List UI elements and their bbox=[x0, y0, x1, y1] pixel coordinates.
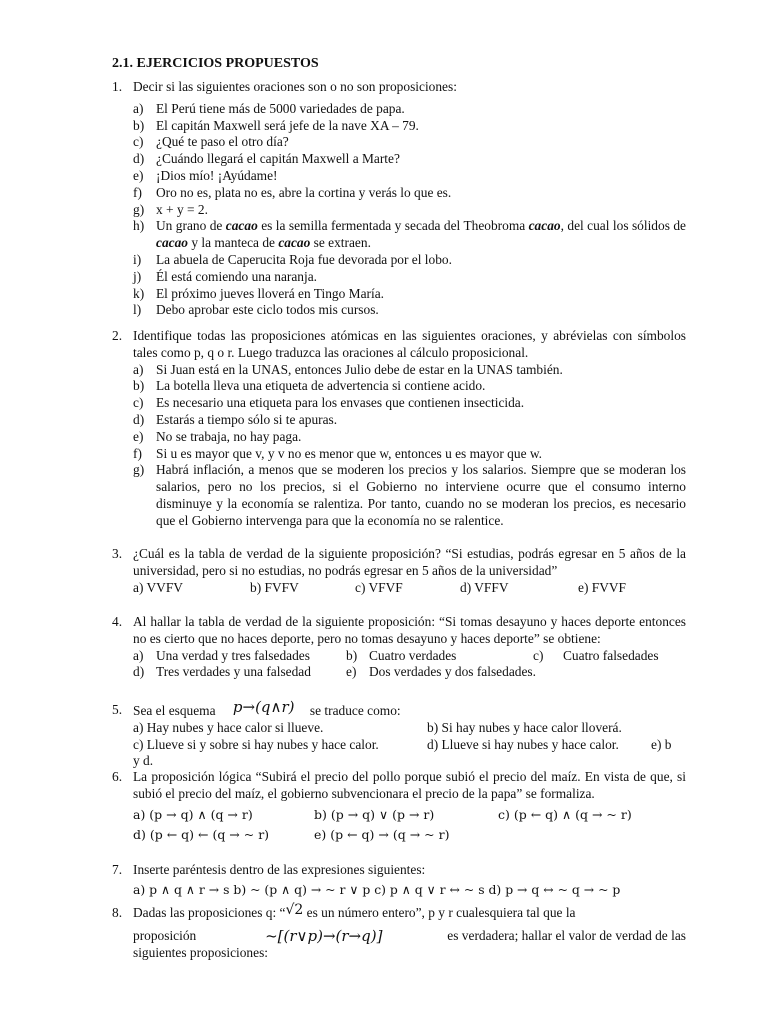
text-after: se traduce como: bbox=[309, 703, 401, 718]
exercise-number: 4. bbox=[112, 614, 123, 629]
item-text: Estarás a tiempo sólo si te apuras. bbox=[156, 411, 338, 427]
list-item bbox=[133, 252, 686, 269]
option-a: a) VVFV bbox=[133, 579, 183, 595]
text-after: es un número entero”, p y r cualesquiera tal que la bbox=[303, 905, 576, 920]
exercise-2 bbox=[112, 328, 686, 530]
exercise-number: 2. bbox=[112, 328, 123, 343]
option-text: Tres verdades y una falsedad bbox=[156, 664, 311, 680]
item-text: es la semilla fermentada y secada del Theobroma bbox=[257, 218, 529, 234]
text-after: es verdadera; hallar el valor de verdad de las bbox=[447, 927, 686, 943]
list-item bbox=[133, 151, 686, 168]
option-d: d) VFFV bbox=[460, 579, 509, 595]
formula: p→(q∧r) bbox=[232, 698, 295, 716]
exercise-text-line-2 bbox=[133, 928, 686, 945]
answer-options-row-1 bbox=[133, 807, 686, 824]
list-item bbox=[133, 446, 686, 463]
item-text: Debo aprobar este ciclo todos mis cursos. bbox=[156, 302, 379, 318]
item-emphasis: cacao bbox=[528, 218, 561, 234]
item-letter: h) bbox=[133, 218, 145, 234]
item-letter: f) bbox=[133, 184, 142, 200]
item-text: se extraen. bbox=[310, 235, 371, 251]
exercise-text: Al hallar la tabla de verdad de la siguiente proposición: “Si tomas desayuno y haces deporte entonces no es cierto que no haces deporte, pero no tomas desayuno y haces deporte” se obtiene: bbox=[133, 614, 686, 646]
option-text: Dos verdades y dos falsedades. bbox=[369, 664, 536, 680]
list-item bbox=[133, 412, 686, 429]
item-text: No se trabaja, no hay paga. bbox=[156, 428, 302, 444]
exercise-text: Identifique todas las proposiciones atómicas en las siguientes oraciones, y abrévielas con símbolos tales como p, q o r. Luego traduzca las oraciones al cálculo proposicional. bbox=[133, 328, 686, 360]
exercise-6 bbox=[112, 769, 686, 844]
option-text: Cuatro falsedades bbox=[563, 647, 659, 663]
item-letter: a) bbox=[133, 361, 144, 377]
list-item bbox=[133, 185, 686, 202]
item-text: La abuela de Caperucita Roja fue devorada por el lobo. bbox=[156, 251, 452, 267]
item-letter: e) bbox=[133, 167, 144, 183]
item-letter: b) bbox=[133, 117, 145, 133]
option-letter: b) bbox=[346, 647, 358, 663]
exercise-7 bbox=[112, 862, 686, 899]
item-text: Él está comiendo una naranja. bbox=[156, 268, 317, 284]
answer-options-row-2 bbox=[133, 827, 686, 844]
item-text: Oro no es, plata no es, abre la cortina y verás lo que es. bbox=[156, 184, 452, 200]
sqrt-formula: √2 bbox=[285, 902, 304, 918]
answer-options bbox=[133, 580, 686, 597]
exercise-5 bbox=[112, 698, 686, 770]
item-letter: c) bbox=[133, 134, 144, 150]
item-letter: d) bbox=[133, 411, 145, 427]
item-text: El Perú tiene más de 5000 variedades de papa. bbox=[156, 100, 405, 116]
item-letter: d) bbox=[133, 151, 145, 167]
list-item bbox=[133, 101, 686, 118]
item-text: x + y = 2. bbox=[156, 201, 208, 217]
exercise-number: 8. bbox=[112, 905, 123, 920]
option-list bbox=[133, 362, 686, 530]
exercise-8 bbox=[112, 902, 686, 961]
option-letter: a) bbox=[133, 647, 144, 663]
item-letter: e) bbox=[133, 428, 144, 444]
option-a: a) Hay nubes y hace calor si llueve. bbox=[133, 719, 324, 735]
exercise-text-line-1 bbox=[133, 902, 686, 922]
list-item bbox=[133, 362, 686, 379]
list-item bbox=[133, 202, 686, 219]
option-c: c) Llueve si y sobre si hay nubes y hace calor. bbox=[133, 736, 379, 752]
option-e: e) b bbox=[651, 736, 672, 752]
item-letter: f) bbox=[133, 445, 142, 461]
option-e: e) FVVF bbox=[578, 579, 626, 595]
list-item bbox=[133, 378, 686, 395]
exercise-number: 1. bbox=[112, 79, 123, 94]
text-segment bbox=[133, 902, 576, 922]
exercise-number: 6. bbox=[112, 769, 123, 784]
exercise-3 bbox=[112, 546, 686, 596]
list-item bbox=[133, 462, 686, 529]
list-item bbox=[133, 302, 686, 319]
item-emphasis: cacao bbox=[278, 235, 311, 251]
item-text: ¡Dios mío! ¡Ayúdame! bbox=[156, 167, 278, 183]
option-list-h bbox=[133, 218, 686, 252]
option-list-2 bbox=[133, 252, 686, 319]
exercise-text: ¿Cuál es la tabla de verdad de la siguiente proposición? “Si estudias, podrás egresar en 5 años de la universidad, pero si no estudias, no podrás egresar en 5 años de la universidad” bbox=[133, 546, 686, 578]
list-item bbox=[133, 218, 686, 252]
item-letter: a) bbox=[133, 100, 144, 116]
item-text: ¿Qué te paso el otro día? bbox=[156, 134, 289, 150]
item-text: La botella lleva una etiqueta de advertencia si contiene acido. bbox=[156, 378, 486, 394]
answer-options-row-2 bbox=[133, 737, 686, 754]
item-text: Si Juan está en la UNAS, entonces Julio debe de estar en la UNAS también. bbox=[156, 361, 563, 377]
item-emphasis: cacao bbox=[156, 235, 188, 251]
item-letter: g) bbox=[133, 201, 145, 217]
list-item bbox=[133, 118, 686, 135]
exercise-number: 5. bbox=[112, 702, 123, 717]
exercise-number: 3. bbox=[112, 546, 123, 561]
item-letter: b) bbox=[133, 378, 145, 394]
option-a: a) (p → q) ∧ (q → r) bbox=[133, 806, 253, 822]
option-d: d) Llueve si hay nubes y hace calor. bbox=[427, 736, 619, 752]
item-text: Habrá inflación, a menos que se moderen los precios y los salarios. Siempre que se moderan los salarios, pero no los precios, si el Gobierno no interviene ocurre que el consumo interno disminuye y la economía se ralentiza. Por tanto, cuando no se moderan los precios, es necesario que el Gobierno intervenga para que la economía no se ralentice. bbox=[156, 462, 686, 528]
exercise-text: Decir si las siguientes oraciones son o no son proposiciones: bbox=[133, 79, 457, 94]
item-text: Es necesario una etiqueta para los envases que contienen insecticida. bbox=[156, 395, 525, 411]
option-c: c) VFVF bbox=[355, 579, 403, 595]
exercise-text: Inserte paréntesis dentro de las expresiones siguientes: bbox=[133, 862, 426, 877]
item-letter: k) bbox=[133, 285, 145, 301]
section-title: 2.1. EJERCICIOS PROPUESTOS bbox=[112, 56, 319, 71]
answer-options-row-1 bbox=[133, 720, 686, 737]
list-item bbox=[133, 269, 686, 286]
text-before: Dadas las proposiciones q: “ bbox=[133, 905, 286, 920]
item-text: El próximo jueves lloverá en Tingo María. bbox=[156, 285, 384, 301]
list-item bbox=[133, 286, 686, 303]
item-text: ¿Cuándo llegará el capitán Maxwell a Marte? bbox=[156, 151, 400, 167]
option-letter: e) bbox=[346, 664, 357, 680]
list-item bbox=[133, 429, 686, 446]
item-letter: g) bbox=[133, 462, 145, 478]
text-proposicion: proposición bbox=[133, 927, 197, 943]
text-before: Sea el esquema bbox=[133, 703, 216, 718]
option-e-continued: y d. bbox=[133, 753, 154, 769]
exercise-text-line-3: siguientes proposiciones: bbox=[133, 944, 269, 960]
formula: ~[(r∨p)→(r→q)] bbox=[265, 926, 383, 945]
option-list bbox=[133, 101, 686, 219]
option-b: b) FVFV bbox=[250, 579, 299, 595]
expressions: a) p ∧ q ∧ r → s b) ~ (p ∧ q) → ~ r ∨ p c) p ∧ q ∨ r ↔ ~ s d) p → q ↔ ~ q → ~ p bbox=[133, 881, 621, 897]
option-d: d) (p ← q) ← (q → ~ r) bbox=[133, 827, 270, 843]
exercise-number: 7. bbox=[112, 862, 123, 877]
exercise-4 bbox=[112, 614, 686, 681]
option-letter: c) bbox=[533, 647, 544, 663]
answer-options-row-1 bbox=[133, 648, 686, 665]
list-item bbox=[133, 168, 686, 185]
exercise-1 bbox=[112, 79, 686, 319]
answer-options-row-2 bbox=[133, 664, 686, 681]
item-text: Si u es mayor que v, y v no es menor que w, entonces u es mayor que w. bbox=[156, 445, 543, 461]
list-item bbox=[133, 134, 686, 151]
item-letter: c) bbox=[133, 395, 144, 411]
item-letter: l) bbox=[133, 302, 142, 318]
option-b: b) (p → q) ∨ (p → r) bbox=[314, 806, 435, 822]
item-text: y la manteca de bbox=[187, 235, 279, 251]
option-letter: d) bbox=[133, 664, 145, 680]
item-letter: j) bbox=[133, 268, 142, 284]
option-e: e) (p ← q) → (q → ~ r) bbox=[314, 827, 450, 843]
option-c: c) (p ← q) ∧ (q → ~ r) bbox=[498, 806, 632, 822]
item-text: , del cual los sólidos de bbox=[560, 218, 686, 234]
item-emphasis: cacao bbox=[225, 218, 258, 234]
exercise-text: La proposición lógica “Subirá el precio del pollo porque subió el precio del maíz. En vista de que, si subió el precio del maíz, el gobierno subvencionara el precio de la papa” se formaliza. bbox=[133, 769, 686, 801]
item-letter: i) bbox=[133, 251, 142, 267]
option-text: Cuatro verdades bbox=[369, 647, 457, 663]
list-item bbox=[133, 395, 686, 412]
option-text: Una verdad y tres falsedades bbox=[156, 647, 310, 663]
item-text: El capitán Maxwell será jefe de la nave XA – 79. bbox=[156, 117, 419, 133]
option-b: b) Si hay nubes y hace calor lloverá. bbox=[427, 719, 622, 735]
exercise-text bbox=[133, 698, 686, 720]
item-text: Un grano de bbox=[156, 218, 226, 234]
